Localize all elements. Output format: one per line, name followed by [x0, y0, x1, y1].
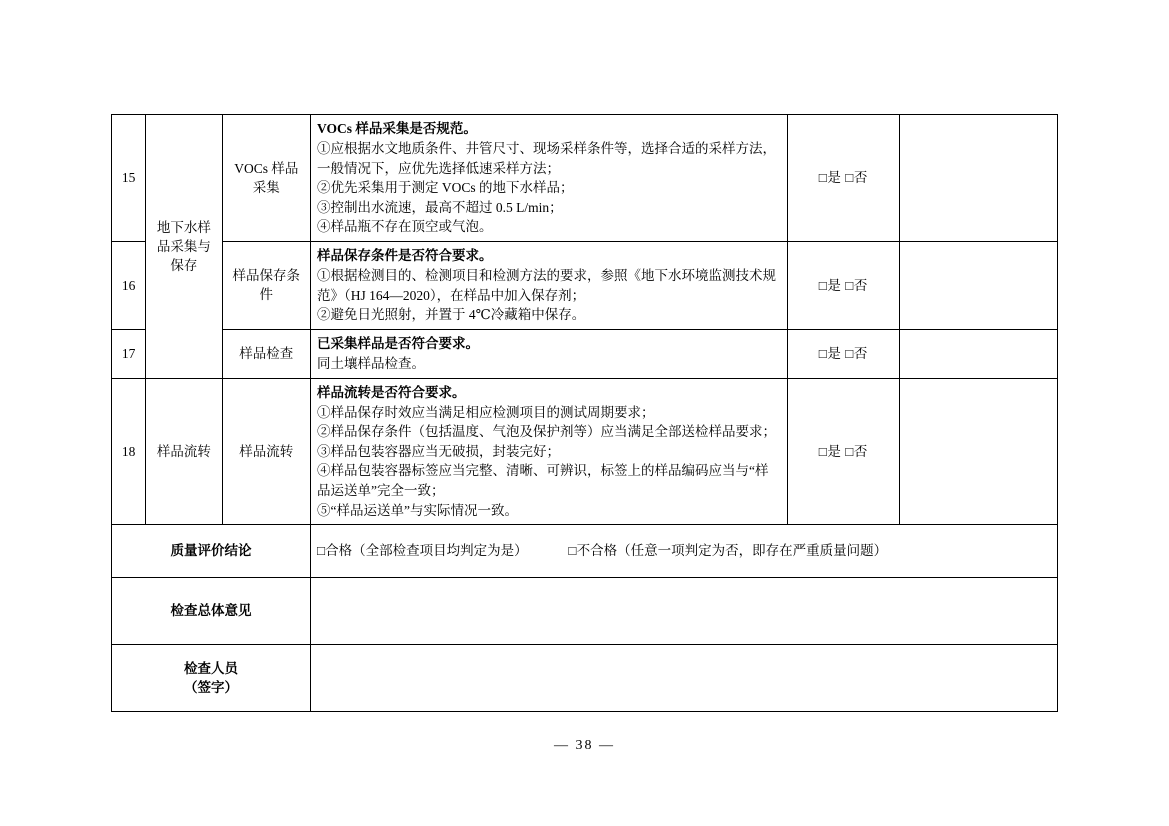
row-description-cell — [311, 115, 788, 242]
inspector-signature-label-line1: 检查人员 — [184, 660, 238, 676]
conclusion-fail-checkbox[interactable]: □不合格（任意一项判定为否，即存在严重质量问题） — [568, 543, 888, 559]
row-note-cell[interactable] — [900, 378, 1058, 525]
overall-opinion-label: 检查总体意见 — [112, 578, 311, 645]
row-item-cell: 样品保存条件 — [222, 241, 310, 329]
table-row — [112, 329, 1058, 378]
description-line: 同土壤样品检查。 — [317, 355, 426, 371]
judgement-checkbox-group[interactable]: □是 □否 — [818, 346, 868, 362]
table-row — [112, 115, 1058, 242]
description-title: 样品流转是否符合要求。 — [317, 384, 466, 400]
overall-opinion-value[interactable] — [311, 578, 1058, 645]
conclusion-pass-checkbox[interactable]: □合格（全部检查项目均判定为是） — [317, 543, 528, 559]
row-item-cell: VOCs 样品采集 — [222, 115, 310, 242]
row-description-cell — [311, 378, 788, 525]
judgement-checkbox-group[interactable]: □是 □否 — [818, 170, 868, 186]
row-category-cell: 地下水样品采集与保存 — [146, 115, 222, 379]
judgement-checkbox-group[interactable]: □是 □否 — [818, 277, 868, 293]
row-item-cell: 样品检查 — [222, 329, 310, 378]
description-line: ①根据检测目的、检测项目和检测方法的要求，参照《地下水环境监测技术规范》（HJ 164—2020），在样品中加入保存剂； — [317, 268, 777, 303]
description-line: ④样品包装容器标签应当完整、清晰、可辨识，标签上的样品编码应当与“样品运送单”完全一致； — [317, 463, 769, 498]
description-line: ①样品保存时效应当满足相应检测项目的测试周期要求； — [317, 404, 655, 420]
row-description-cell — [311, 241, 788, 329]
row-number-cell: 17 — [112, 329, 146, 378]
description-line: ①应根据水文地质条件、井管尺寸、现场采样条件等，选择合适的采样方法，一般情况下，应优先选择低速采样方法； — [317, 141, 777, 176]
table-row — [112, 241, 1058, 329]
overall-opinion-row — [112, 578, 1058, 645]
description-title: VOCs 样品采集是否规范。 — [317, 121, 477, 136]
quality-conclusion-label: 质量评价结论 — [112, 525, 311, 578]
judgement-checkbox-group[interactable]: □是 □否 — [818, 443, 868, 459]
description-line: ③控制出水流速，最高不超过 0.5 L/min； — [317, 199, 563, 215]
inspector-signature-label — [112, 645, 311, 712]
row-number-cell: 15 — [112, 115, 146, 242]
quality-conclusion-value[interactable] — [311, 525, 1058, 578]
inspector-signature-value[interactable] — [311, 645, 1058, 712]
inspection-checklist-table — [111, 114, 1058, 712]
row-category-cell: 样品流转 — [146, 378, 222, 525]
description-line: ②优先采集用于测定 VOCs 的地下水样品； — [317, 180, 574, 196]
row-item-cell: 样品流转 — [222, 378, 310, 525]
description-line: ②避免日光照射，并置于 4℃冷藏箱中保存。 — [317, 307, 586, 323]
inspector-signature-label-line2: （签字） — [184, 680, 238, 696]
inspector-signature-row — [112, 645, 1058, 712]
row-number-cell: 18 — [112, 378, 146, 525]
row-description-cell — [311, 329, 788, 378]
description-line: ②样品保存条件（包括温度、气泡及保护剂等）应当满足全部送检样品要求； — [317, 424, 777, 440]
row-judgement-cell[interactable] — [787, 115, 900, 242]
description-line: ③样品包装容器应当无破损，封装完好； — [317, 443, 561, 459]
row-judgement-cell[interactable] — [787, 241, 900, 329]
description-title: 样品保存条件是否符合要求。 — [317, 247, 493, 263]
row-note-cell[interactable] — [900, 329, 1058, 378]
row-judgement-cell[interactable] — [787, 378, 900, 525]
row-number-cell: 16 — [112, 241, 146, 329]
description-line: ⑤“样品运送单”与实际情况一致。 — [317, 502, 518, 518]
description-title: 已采集样品是否符合要求。 — [317, 335, 480, 351]
row-judgement-cell[interactable] — [787, 329, 900, 378]
description-line: ④样品瓶不存在顶空或气泡。 — [317, 219, 493, 235]
quality-conclusion-row — [112, 525, 1058, 578]
page-number: — 38 — — [554, 738, 615, 753]
row-note-cell[interactable] — [900, 115, 1058, 242]
row-note-cell[interactable] — [900, 241, 1058, 329]
table-row — [112, 378, 1058, 525]
